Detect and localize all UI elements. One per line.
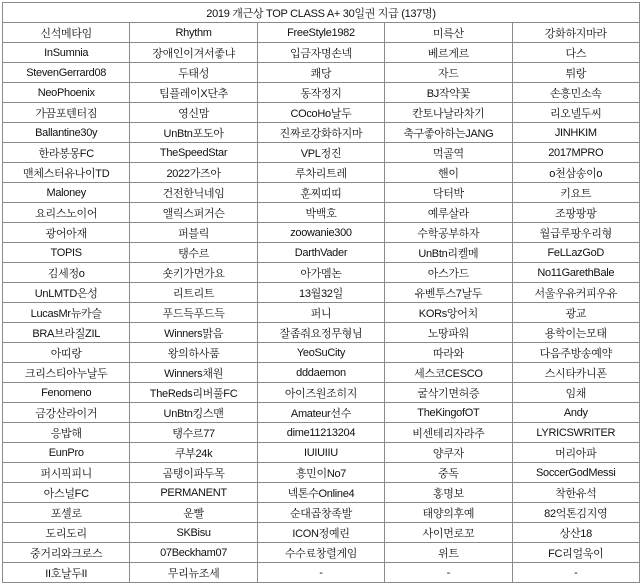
table-cell: 탱수르77: [130, 423, 257, 443]
table-cell: 넥톤수Online4: [257, 483, 384, 503]
table-cell: 비센테리자라주: [385, 423, 512, 443]
table-cell: 탱수르: [130, 243, 257, 263]
table-row: [3, 443, 640, 463]
table-cell: Rhythm: [130, 23, 257, 43]
table-cell: VPL정진: [257, 143, 384, 163]
table-cell: 광어아재: [3, 223, 130, 243]
table-cell: 장애인이겨서좋냐: [130, 43, 257, 63]
table-cell: 중거리와크로스: [3, 543, 130, 563]
table-body: [3, 23, 640, 583]
table-cell: FeLLazGoD: [512, 243, 639, 263]
table-cell: 동작정지: [257, 83, 384, 103]
table-cell: 2022가즈아: [130, 163, 257, 183]
table-row: [3, 203, 640, 223]
table-cell: 다음주방송예약: [512, 343, 639, 363]
table-cell: 머리아파: [512, 443, 639, 463]
table-cell: 한라봉몽FC: [3, 143, 130, 163]
table-row: [3, 323, 640, 343]
table-cell: TheReds리버풀FC: [130, 383, 257, 403]
table-cell: 신석메타임: [3, 23, 130, 43]
table-cell: InSumnia: [3, 43, 130, 63]
table-cell: LucasMr뉴카슬: [3, 303, 130, 323]
table-cell: 축구좋아하는JANG: [385, 123, 512, 143]
table-cell: 포셀로: [3, 503, 130, 523]
table-cell: 닥터박: [385, 183, 512, 203]
table-cell: 도리도리: [3, 523, 130, 543]
table-cell: 진짜로강화하지마: [257, 123, 384, 143]
table-cell: 서울우유커피우유: [512, 283, 639, 303]
table-cell: 자드: [385, 63, 512, 83]
table-row: [3, 123, 640, 143]
table-cell: 착한유석: [512, 483, 639, 503]
table-cell: 팀플레이X단추: [130, 83, 257, 103]
table-cell: 입금자명손넥: [257, 43, 384, 63]
table-cell: FreeStyle1982: [257, 23, 384, 43]
winners-table: [2, 2, 640, 583]
table-cell: 위트: [385, 543, 512, 563]
table-cell: 아스가드: [385, 263, 512, 283]
table-cell: 왕의하사품: [130, 343, 257, 363]
table-cell: 광교: [512, 303, 639, 323]
table-cell: 앨릭스퍼거슨: [130, 203, 257, 223]
table-cell: ICON정예린: [257, 523, 384, 543]
table-row: [3, 263, 640, 283]
table-cell: UnLMTD은성: [3, 283, 130, 303]
table-cell: 숏키가먼가요: [130, 263, 257, 283]
table-row: [3, 403, 640, 423]
table-row: [3, 83, 640, 103]
table-cell: 수학공부하자: [385, 223, 512, 243]
table-cell: 쿠부24k: [130, 443, 257, 463]
table-cell: dddaemon: [257, 363, 384, 383]
table-row: [3, 63, 640, 83]
table-row: [3, 383, 640, 403]
table-cell: 유벤투스7날두: [385, 283, 512, 303]
table-cell: Maloney: [3, 183, 130, 203]
table-cell: StevenGerrard08: [3, 63, 130, 83]
table-cell: 태양의후예: [385, 503, 512, 523]
table-row: [3, 503, 640, 523]
table-cell: zoowanie300: [257, 223, 384, 243]
table-cell: 미륵산: [385, 23, 512, 43]
table-cell: 맨체스터유나이TD: [3, 163, 130, 183]
table-cell: -: [385, 563, 512, 583]
table-cell: 퍼니: [257, 303, 384, 323]
table-cell: 푸드득푸드득: [130, 303, 257, 323]
table-cell: 무리뉴조세: [130, 563, 257, 583]
table-cell: 루차리트레: [257, 163, 384, 183]
table-row: [3, 563, 640, 583]
table-cell: 손흥민소속: [512, 83, 639, 103]
table-cell: FC리얼욱이: [512, 543, 639, 563]
table-cell: 13월32일: [257, 283, 384, 303]
table-cell: DarthVader: [257, 243, 384, 263]
table-cell: TheKingofOT: [385, 403, 512, 423]
table-cell: 사이먼로꼬: [385, 523, 512, 543]
table-cell: UnBtn포도아: [130, 123, 257, 143]
table-cell: EunPro: [3, 443, 130, 463]
table-row: [3, 463, 640, 483]
table-cell: 응밥해: [3, 423, 130, 443]
table-cell: COcoHo날두: [257, 103, 384, 123]
table-cell: YeoSuCity: [257, 343, 384, 363]
table-cell: Fenomeno: [3, 383, 130, 403]
table-row: [3, 363, 640, 383]
table-cell: UnBtn리켈메: [385, 243, 512, 263]
table-cell: 키요트: [512, 183, 639, 203]
table-cell: 양쿠자: [385, 443, 512, 463]
table-cell: Winners맑음: [130, 323, 257, 343]
table-cell: 예루살라: [385, 203, 512, 223]
table-cell: 금강산라이거: [3, 403, 130, 423]
table-cell: 용학이는모태: [512, 323, 639, 343]
table-cell: LYRICSWRITER: [512, 423, 639, 443]
table-cell: 먹골역: [385, 143, 512, 163]
table-cell: 스시타카니폰: [512, 363, 639, 383]
table-cell: 운빨: [130, 503, 257, 523]
table-cell: 상산18: [512, 523, 639, 543]
table-row: [3, 543, 640, 563]
table-cell: BJ작약꽃: [385, 83, 512, 103]
table-cell: KORs앙어치: [385, 303, 512, 323]
table-cell: 두태성: [130, 63, 257, 83]
table-cell: 김세정o: [3, 263, 130, 283]
table-cell: SKBisu: [130, 523, 257, 543]
table-cell: 흥민이No7: [257, 463, 384, 483]
table-cell: 82억톤김지영: [512, 503, 639, 523]
table-cell: dime11213204: [257, 423, 384, 443]
table-cell: UnBtn킹스맨: [130, 403, 257, 423]
table-cell: 중독: [385, 463, 512, 483]
table-row: [3, 423, 640, 443]
table-cell: 잘좀줘요정무형님: [257, 323, 384, 343]
table-row: [3, 483, 640, 503]
table-row: [3, 343, 640, 363]
table-cell: 따라와: [385, 343, 512, 363]
table-cell: 퍼블릭: [130, 223, 257, 243]
table-cell: 곰탱이파두목: [130, 463, 257, 483]
table-cell: 조팡팡팡: [512, 203, 639, 223]
table-cell: 아스널FC: [3, 483, 130, 503]
table-cell: 핸이: [385, 163, 512, 183]
table-cell: 2017MPRO: [512, 143, 639, 163]
table-cell: 강화하지마라: [512, 23, 639, 43]
table-cell: TOPIS: [3, 243, 130, 263]
table-cell: 07Beckham07: [130, 543, 257, 563]
table-cell: 아가멤논: [257, 263, 384, 283]
table-cell: 리오넬두씨: [512, 103, 639, 123]
table-title: 2019 개근상 TOP CLASS A+ 30일권 지급 (137명): [3, 3, 640, 23]
table-cell: JINHKIM: [512, 123, 639, 143]
table-cell: 아띠랑: [3, 343, 130, 363]
table-cell: 굴삭기면허증: [385, 383, 512, 403]
table-row: [3, 143, 640, 163]
table-cell: Winners채원: [130, 363, 257, 383]
table-row: [3, 23, 640, 43]
table-row: [3, 223, 640, 243]
table-cell: BRA브라질ZIL: [3, 323, 130, 343]
table-cell: No11GarethBale: [512, 263, 639, 283]
table-cell: 가끔포텐터짐: [3, 103, 130, 123]
table-row: [3, 243, 640, 263]
table-cell: o천삼송이o: [512, 163, 639, 183]
table-row: [3, 163, 640, 183]
table-cell: -: [257, 563, 384, 583]
table-cell: 쾌당: [257, 63, 384, 83]
table-row: [3, 43, 640, 63]
table-cell: SoccerGodMessi: [512, 463, 639, 483]
table-cell: 칸토나날라차기: [385, 103, 512, 123]
table-cell: 노땅파워: [385, 323, 512, 343]
table-row: [3, 103, 640, 123]
table-header-row: [3, 3, 640, 23]
table-cell: 베르게르: [385, 43, 512, 63]
table-cell: 월급루팡우리형: [512, 223, 639, 243]
table-cell: 리트리트: [130, 283, 257, 303]
table-cell: IUIUIIU: [257, 443, 384, 463]
table-cell: TheSpeedStar: [130, 143, 257, 163]
table-cell: Andy: [512, 403, 639, 423]
table-cell: 훈찌띠띠: [257, 183, 384, 203]
table-cell: 수수료창렬게임: [257, 543, 384, 563]
table-cell: 순대곱창족발: [257, 503, 384, 523]
table-cell: 아이즈원조히지: [257, 383, 384, 403]
table-cell: NeoPhoenix: [3, 83, 130, 103]
table-cell: Ballantine30y: [3, 123, 130, 143]
table-cell: PERMANENT: [130, 483, 257, 503]
table-cell: II호날두II: [3, 563, 130, 583]
table-row: [3, 303, 640, 323]
table-row: [3, 523, 640, 543]
table-cell: 퍼시픽피니: [3, 463, 130, 483]
table-cell: 요리스노이어: [3, 203, 130, 223]
table-cell: 튀랑: [512, 63, 639, 83]
table-cell: 임채: [512, 383, 639, 403]
table-cell: -: [512, 563, 639, 583]
table-cell: 박백호: [257, 203, 384, 223]
table-cell: Amateur선수: [257, 403, 384, 423]
table-cell: 세스코CESCO: [385, 363, 512, 383]
table-cell: 영신맘: [130, 103, 257, 123]
table-row: [3, 283, 640, 303]
table-row: [3, 183, 640, 203]
table-cell: 건전한닉네임: [130, 183, 257, 203]
table-cell: 크리스티아누날두: [3, 363, 130, 383]
table-cell: 홍명보: [385, 483, 512, 503]
table-cell: 다스: [512, 43, 639, 63]
